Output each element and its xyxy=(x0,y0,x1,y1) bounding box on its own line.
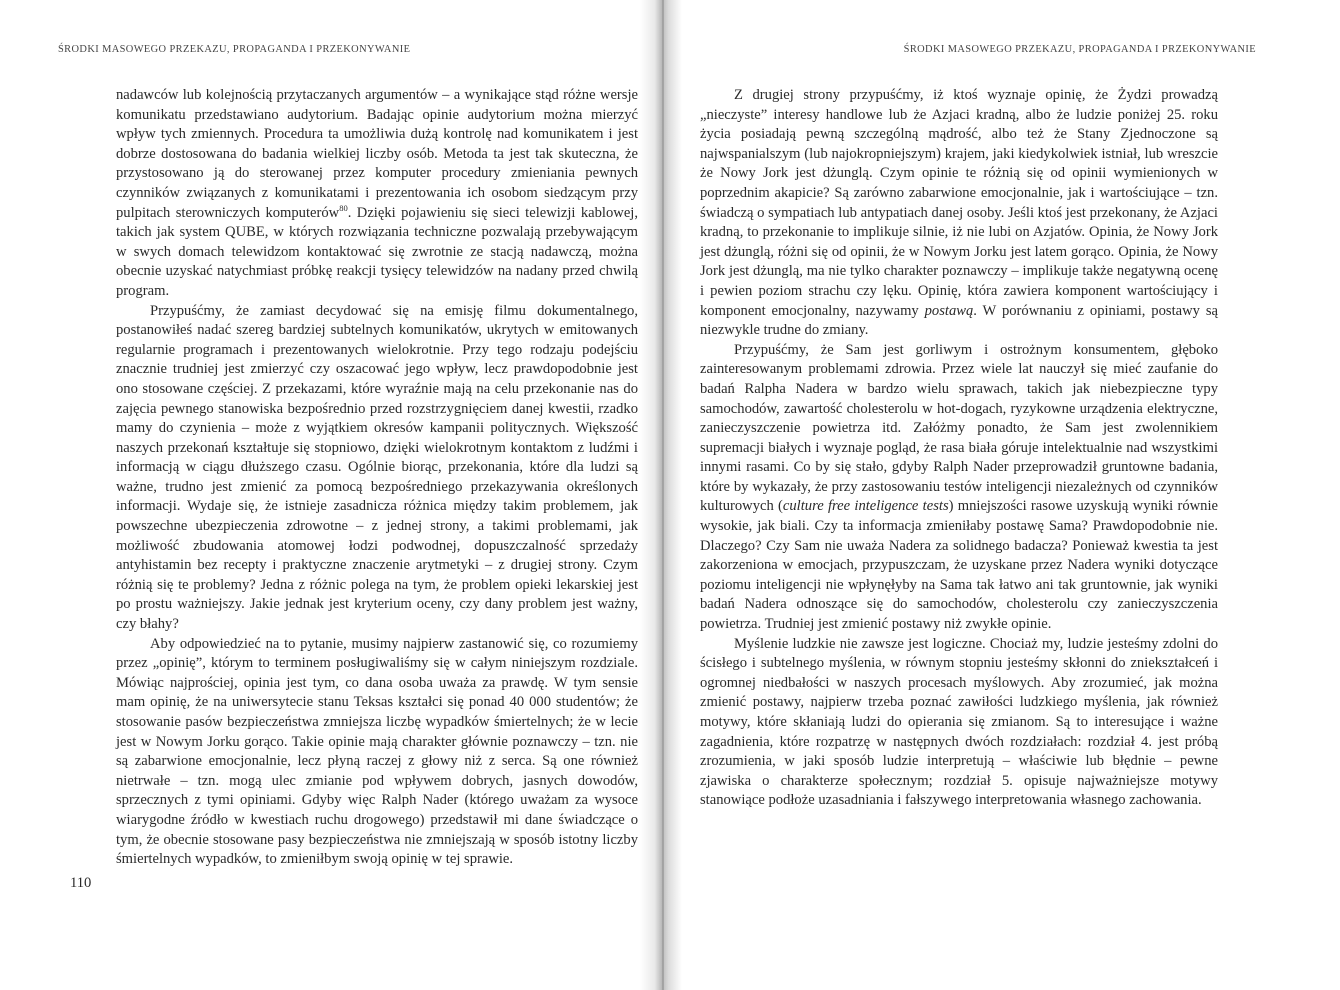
footnote-marker: 80 xyxy=(339,202,348,213)
running-head-left: ŚRODKI MASOWEGO PRZEKAZU, PROPAGANDA I PRZEKONYWANIE xyxy=(58,44,411,55)
page-number: 110 xyxy=(70,875,92,891)
left-paragraph-1: nadawców lub kolejnością przytaczanych argumentów – a wynikające stąd różne wersje komunikatu przedstawiano audytorium. Badając opinie audytorium można mierzyć wpływ tych zmiennych. Procedura ta umożliwia dużą kontrolę nad komunikatem i jest dobrze dostosowana do badania wielkiej liczby osób. Metoda ta jest tak skuteczna, że przystosowano ją do sterowanej przez komputer procedury zmieniania pewnych czynników związanych z komunikatami i prezentowania ich osobom siedzącym przy pulpitach sterowniczych komputerów$^{80}$. Dzięki pojawieniu się sieci telewizji kablowej, takich jak system QUBE, w których rozwiązania techniczne pozwalają przebywającym w swych domach telewidzom kontaktować się zwrotnie ze stacją nadawczą, można obecnie uzyskać natychmiast próbkę reakcji tysięcy telewidzów na nadany przed chwilą program. xyxy=(116,87,638,299)
term-culture-free-tests: culture free inteligence tests xyxy=(782,498,949,515)
right-paragraph-2: Przypuśćmy, że Sam jest gorliwym i ostrożnym konsumentem, głęboko zainteresowanym problemami zdrowia. Przez wiele lat nauczył się mieć zaufanie do badań Ralpha Nadera w bardzo wielu sprawach, takich jak niebezpieczne typy samochodów, zawartość cholesterolu w hot-dogach, ryzykowne urządzenia elektryczne, zanieczyszczenie powietrza itd. Załóżmy ponadto, że Sam jest zwolennikiem supremacji białych i wyznaje pogląd, że rasa biała góruje intelektualnie nad wszystkimi innymi rasami. Co by się stało, gdyby Ralph Nader przeprowadził gruntowne badania, które by wykazały, że przy zastosowaniu testów inteligencji niezależnych od czynników kulturowych (culture free inteligence tests) mniejszości rasowe uzyskują wyniki równie wysokie, jak biali. Czy ta informacja zmieniłaby postawę Sama? Prawdopodobnie nie. Dlaczego? Czy Sam nie uważa Nadera za solidnego badacza? Ponieważ kwestia ta jest zakorzeniona w emocjach, przypuszczam, że uzyskane przez Nadera wyniki dotyczące poziomu inteligencji nie wpłynęłyby na Sama tak łatwo ani tak gruntownie, jak wyniki badań Nadera odnoszące się do samochodów, cholesterolu czy zanieczyszczenia powietrza. Trudniej jest zmienić postawy niż zwykłe opinie. xyxy=(700,341,1218,633)
right-paragraph-3: Myślenie ludzkie nie zawsze jest logiczne. Chociaż my, ludzie jesteśmy zdolni do ścisłego i subtelnego myślenia, w równym stopniu jesteśmy skłonni do zniekształceń i ogromnej niedbałości w naszych procesach myślowych. Aby zrozumieć, jak można zmienić postawy, najpierw trzeba poznać zawiłości ludzkiego myślenia, jak również motywy, które skłaniają ludzi do opierania się zmianom. Są to interesujące i ważne zagadnienia, które rozpatrzę w następnych dwóch rozdziałach: rozdział 4. jest próbą zrozumienia, w jaki sposób ludzie interpretują – właściwie lub błędnie – pewne zjawiska o charakterze społecznym; rozdział 5. opisuje najważniejsze motywy stanowiące podłoże uzasadniania i fałszywego interpretowania własnego zachowania. xyxy=(700,635,1218,809)
gutter-fold-line xyxy=(662,0,664,990)
right-page xyxy=(672,0,1340,990)
left-page-body xyxy=(116,86,638,870)
left-paragraph-2: Przypuśćmy, że zamiast decydować się na emisję filmu dokumentalnego, postanowiłeś nadać szereg bardziej subtelnych komunikatów, ukrytych w emitowanych regularnie programach i prezentowanych wielokrotnie. Przy tego rodzaju podejściu znacznie trudniej jest zmierzyć czy oszacować jego wpływ, lecz prawdopodobnie jest ono stosowane częściej. Z przekazami, które wyraźnie mają na celu przekonanie nas do zajęcia pewnego stanowiska bezpośrednio przed rozstrzygnięciem danej kwestii, rzadko mamy do czynienia – może z wyjątkiem okresów kampanii politycznych. Większość naszych przekonań kształtuje się stopniowo, dzięki wielokrotnym kontaktom z ludźmi i informacją w ciągu dłuższego czasu. Ogólnie biorąc, przekonania, które dla ludzi są ważne, trudno jest zmienić za pomocą bezpośredniego przekazywania określonych informacji. Wydaje się, że istnieje zasadnicza różnica między takim problemem, jak powszechne ubezpieczenia zdrowotne – z jednej strony, a takimi problemami, jak możliwość zbudowania atomowej łodzi podwodnej, dopuszczalność sprzedaży antyhistamin bez recepty i praktyczne znaczenie arytmetyki – z drugiej strony. Czym różnią się te problemy? Jedna z różnic polega na tym, że problem opieki lekarskiej jest po prostu ważniejszy. Jakie jednak jest kryterium oceny, czy dany problem jest ważny, czy błahy? xyxy=(116,302,638,633)
right-page-body xyxy=(700,86,1218,811)
right-paragraph-1: Z drugiej strony przypuśćmy, iż ktoś wyznaje opinię, że Żydzi prowadzą „nieczyste” interesy handlowe lub że Azjaci kradną, albo że ludzie poniżej 25. roku życia posiadają pewną szczególną mądrość, albo też że Stany Zjednoczone są najwspanialszym (lub najokropniejszym) krajem, jaki kiedykolwiek istniał, lub wreszcie że Nowy Jork jest dżunglą. Czym opinie te różnią się od opinii wymienionych w poprzednim akapicie? Są zarówno zabarwione emocjonalnie, jak i wartościujące – tzn. świadczą o sympatiach lub antypatiach danej osoby. Jeśli ktoś jest przekonany, że Azjaci kradną, to przekonanie to implikuje silnie, iż nie lubi on Azjatów. Opinia, że Nowy Jork jest dżunglą, różni się od opinii, że w Nowym Jorku jest latem gorąco. Opinia, że Nowy Jork jest dżunglą, ma nie tylko charakter poznawczy – implikuje także negatywną ocenę i pewien poziom strachu czy lęku. Opinię, która zawiera komponent wartościujący i komponent emocjonalny, nazywamy postawą. W porównaniu z opiniami, postawy są niezwykle trudne do zmiany. xyxy=(700,87,1218,339)
left-paragraph-3: Aby odpowiedzieć na to pytanie, musimy najpierw zastanowić się, co rozumiemy przez „opinię”, którym to terminem posługiwaliśmy się w całym niniejszym rozdziale. Mówiąc najprościej, opinia jest tym, co dana osoba uważa za prawdę. W tym sensie mam opinię, że na uniwersytecie stanu Teksas kształci się ponad 40 000 studentów; że stosowanie pasów bezpieczeństwa zmniejsza liczbę wypadków śmiertelnych; że w lecie jest w Nowym Jorku gorąco. Takie opinie mają charakter głównie poznawczy – tzn. nie są zabarwione emocjonalnie, lecz płyną raczej z głowy niż z serca. Są one również nietrwałe – tzn. mogą ulec zmianie pod wpływem dobrych, jasnych dowodów, sprzecznych z tymi opiniami. Gdyby więc Ralph Nader (którego uważam za wysoce wiarygodne źródło w kwestiach ruchu drogowego) przedstawił mi dane świadczące o tym, że obecnie stosowane pasy bezpieczeństwa nie zmniejszają w sposób istotny liczby śmiertelnych wypadków, to zmieniłbym swoją opinię w tej sprawie. xyxy=(116,635,638,868)
running-head-right: ŚRODKI MASOWEGO PRZEKAZU, PROPAGANDA I PRZEKONYWANIE xyxy=(903,44,1256,55)
term-postawa: postawą xyxy=(924,302,974,319)
left-page xyxy=(0,0,660,990)
